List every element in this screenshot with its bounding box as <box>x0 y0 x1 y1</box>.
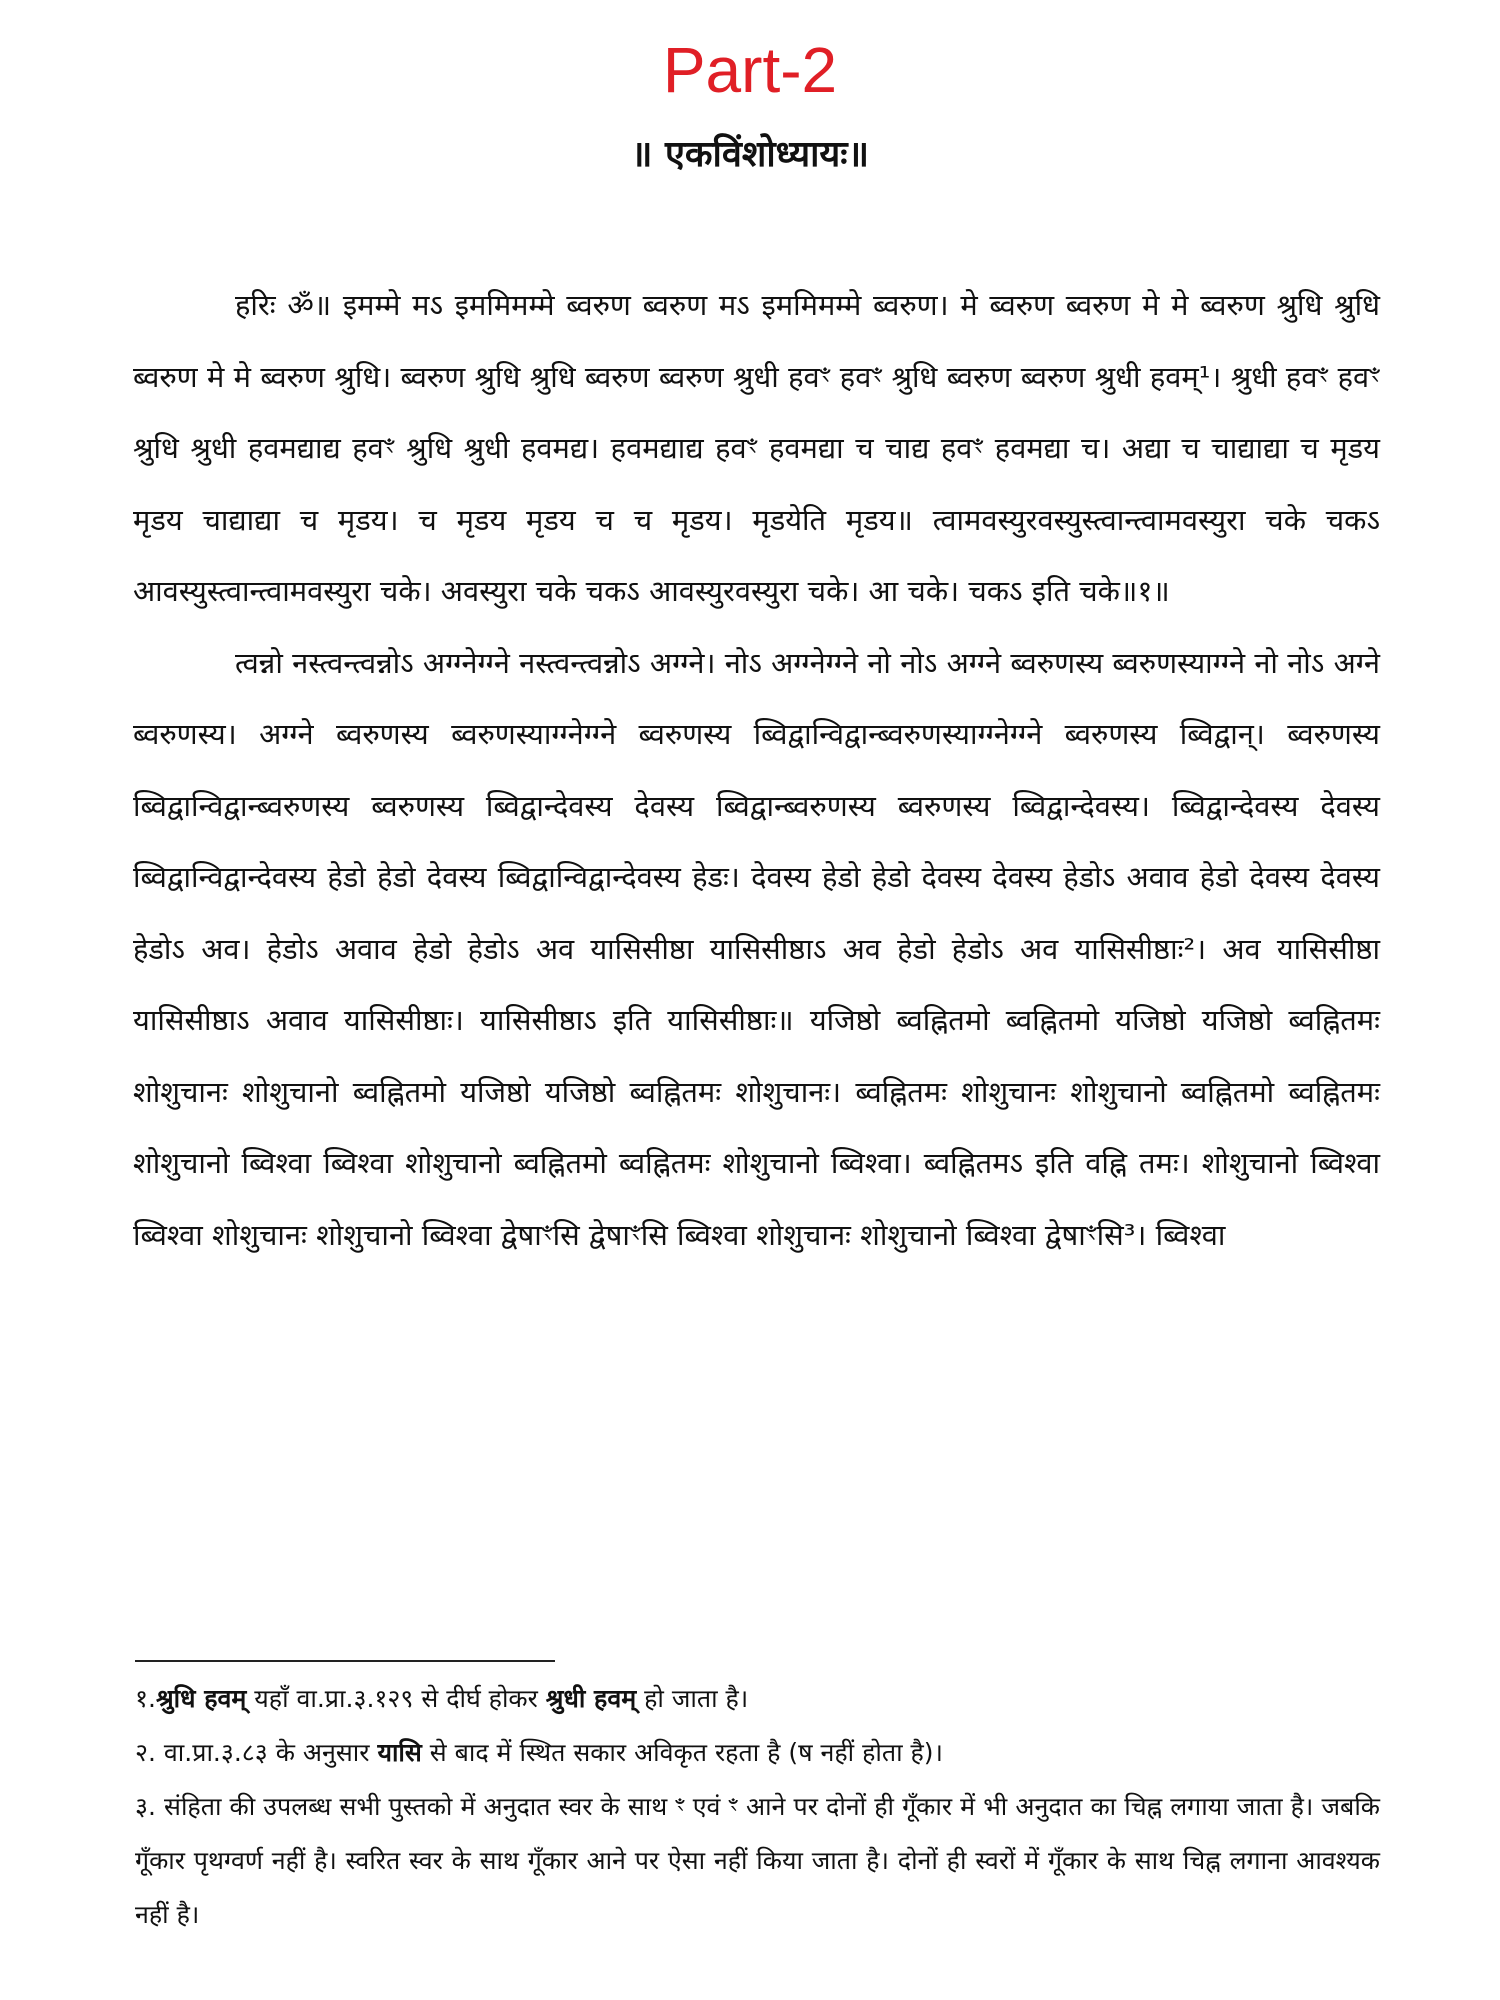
footnote-1 <box>135 1672 1380 1726</box>
footnote-3: ३. संहिता की उपलब्ध सभी पुस्तको में अनुदात स्वर के साथ ꣳ एवं ꣳ आने पर दोनों ही गूँकार में भी अनुदात का चिह्न लगाया जाता है। जबकि गूँकार पृथग्वर्ण नहीं है। स्वरित स्वर के साथ गूँकार आने पर ऐसा नहीं किया जाता है। दोनों ही स्वरों में गूँकार के साथ चिह्न लगाना आवश्यक नहीं है। <box>135 1792 1380 1929</box>
footnote-2-prefix: २. वा.प्रा.३.८३ के अनुसार <box>135 1738 378 1767</box>
footnote-1-term-2: श्रुधी हवम् <box>545 1684 637 1713</box>
footnote-1-prefix: १. <box>135 1684 156 1713</box>
footnote-2 <box>135 1726 1380 1780</box>
footnote-1-mid: यहाँ वा.प्रा.३.१२९ से दीर्घ होकर <box>246 1684 546 1713</box>
verse-text <box>133 270 1380 1271</box>
footnote-2-term: यासि <box>377 1738 422 1767</box>
verse-paragraph-2: त्वन्नो नस्त्वन्त्वन्नोऽ अग्ग्नेग्ग्ने नस्त्वन्त्वन्नोऽ अग्ग्ने। नोऽ अग्ग्नेग्ग्ने नो नोऽ अग्ग्ने ब्वरुणस्य ब्वरुणस्याग्ग्ने नो नोऽ अग्ने ब्वरुणस्य। अग्ग्ने ब्वरुणस्य ब्वरुणस्याग्ग्नेग्ग्ने ब्वरुणस्य ब्विद्वान्विद्वान्ब्वरुणस्याग्ग्नेग्ग्ने ब्वरुणस्य ब्विद्वान्। ब्वरुणस्य ब्विद्वान्विद्वान्ब्वरुणस्य ब्वरुणस्य ब्विद्वान्देवस्य देवस्य ब्विद्वान्ब्वरुणस्य ब्वरुणस्य ब्विद्वान्देवस्य। ब्विद्वान्देवस्य देवस्य ब्विद्वान्विद्वान्देवस्य हेडो हेडो देवस्य ब्विद्वान्विद्वान्देवस्य हेडः। देवस्य हेडो हेडो देवस्य देवस्य हेडोऽ अवाव हेडो देवस्य देवस्य हेडोऽ अव। हेडोऽ अवाव हेडो हेडोऽ अव यासिसीष्ठा यासिसीष्ठाऽ अव हेडो हेडोऽ अव यासिसीष्ठाः²। अव यासिसीष्ठा यासिसीष्ठाऽ अवाव यासिसीष्ठाः। यासिसीष्ठाऽ इति यासिसीष्ठाः॥ यजिष्ठो ब्वह्नितमो ब्वह्नितमो यजिष्ठो यजिष्ठो ब्वह्नितमः शोशुचानः शोशुचानो ब्वह्नितमो यजिष्ठो यजिष्ठो ब्वह्नितमः शोशुचानः। ब्वह्नितमः शोशुचानः शोशुचानो ब्वह्नितमो ब्वह्नितमः शोशुचानो ब्विश्वा ब्विश्वा शोशुचानो ब्वह्नितमो ब्वह्नितमः शोशुचानो ब्विश्वा। ब्वह्नितमऽ इति वह्नि तमः। शोशुचानो ब्विश्वा ब्विश्वा शोशुचानः शोशुचानो ब्विश्वा द्वेषाꣳसि द्वेषाꣳसि ब्विश्वा शोशुचानः शोशुचानो ब्विश्वा द्वेषाꣳसि³। ब्विश्वा <box>133 645 1380 1252</box>
footnote-1-end: हो जाता है। <box>636 1684 749 1713</box>
footnote-1-term: श्रुधि हवम् <box>155 1684 247 1713</box>
footnotes <box>135 1672 1380 1942</box>
footnote-2-mid: से बाद में स्थित सकार अविकृत रहता है (ष नहीं होता है)। <box>421 1738 943 1767</box>
part-heading: Part-2 <box>662 34 838 106</box>
verse-paragraph-1: हरिः ॐ॥ इमम्मे मऽ इममिमम्मे ब्वरुण ब्वरुण मऽ इममिमम्मे ब्वरुण। मे ब्वरुण ब्वरुण मे मे ब्वरुण श्रुधि श्रुधि ब्वरुण मे मे ब्वरुण श्रुधि। ब्वरुण श्रुधि श्रुधि ब्वरुण ब्वरुण श्रुधी हवꣳ हवꣳ श्रुधि ब्वरुण ब्वरुण श्रुधी हवम्¹। श्रुधी हवꣳ हवꣳ श्रुधि श्रुधी हवमद्याद्य हवꣳ श्रुधि श्रुधी हवमद्य। हवमद्याद्य हवꣳ हवमद्या च चाद्य हवꣳ हवमद्या च। अद्या च चाद्याद्या च मृडय मृडय चाद्याद्या च मृडय। च मृडय मृडय च च मृडय। मृडयेति मृडय॥ त्वामवस्युरवस्युस्त्वान्त्वामवस्युरा चके चकऽ आवस्युस्त्वान्त्वामवस्युरा चके। अवस्युरा चके चकऽ आवस्युरवस्युरा चके। आ चके। चकऽ इति चके॥१॥ <box>133 288 1380 608</box>
footnote-divider <box>135 1660 555 1662</box>
chapter-title: ॥ एकविंशोध्यायः॥ <box>630 134 870 175</box>
